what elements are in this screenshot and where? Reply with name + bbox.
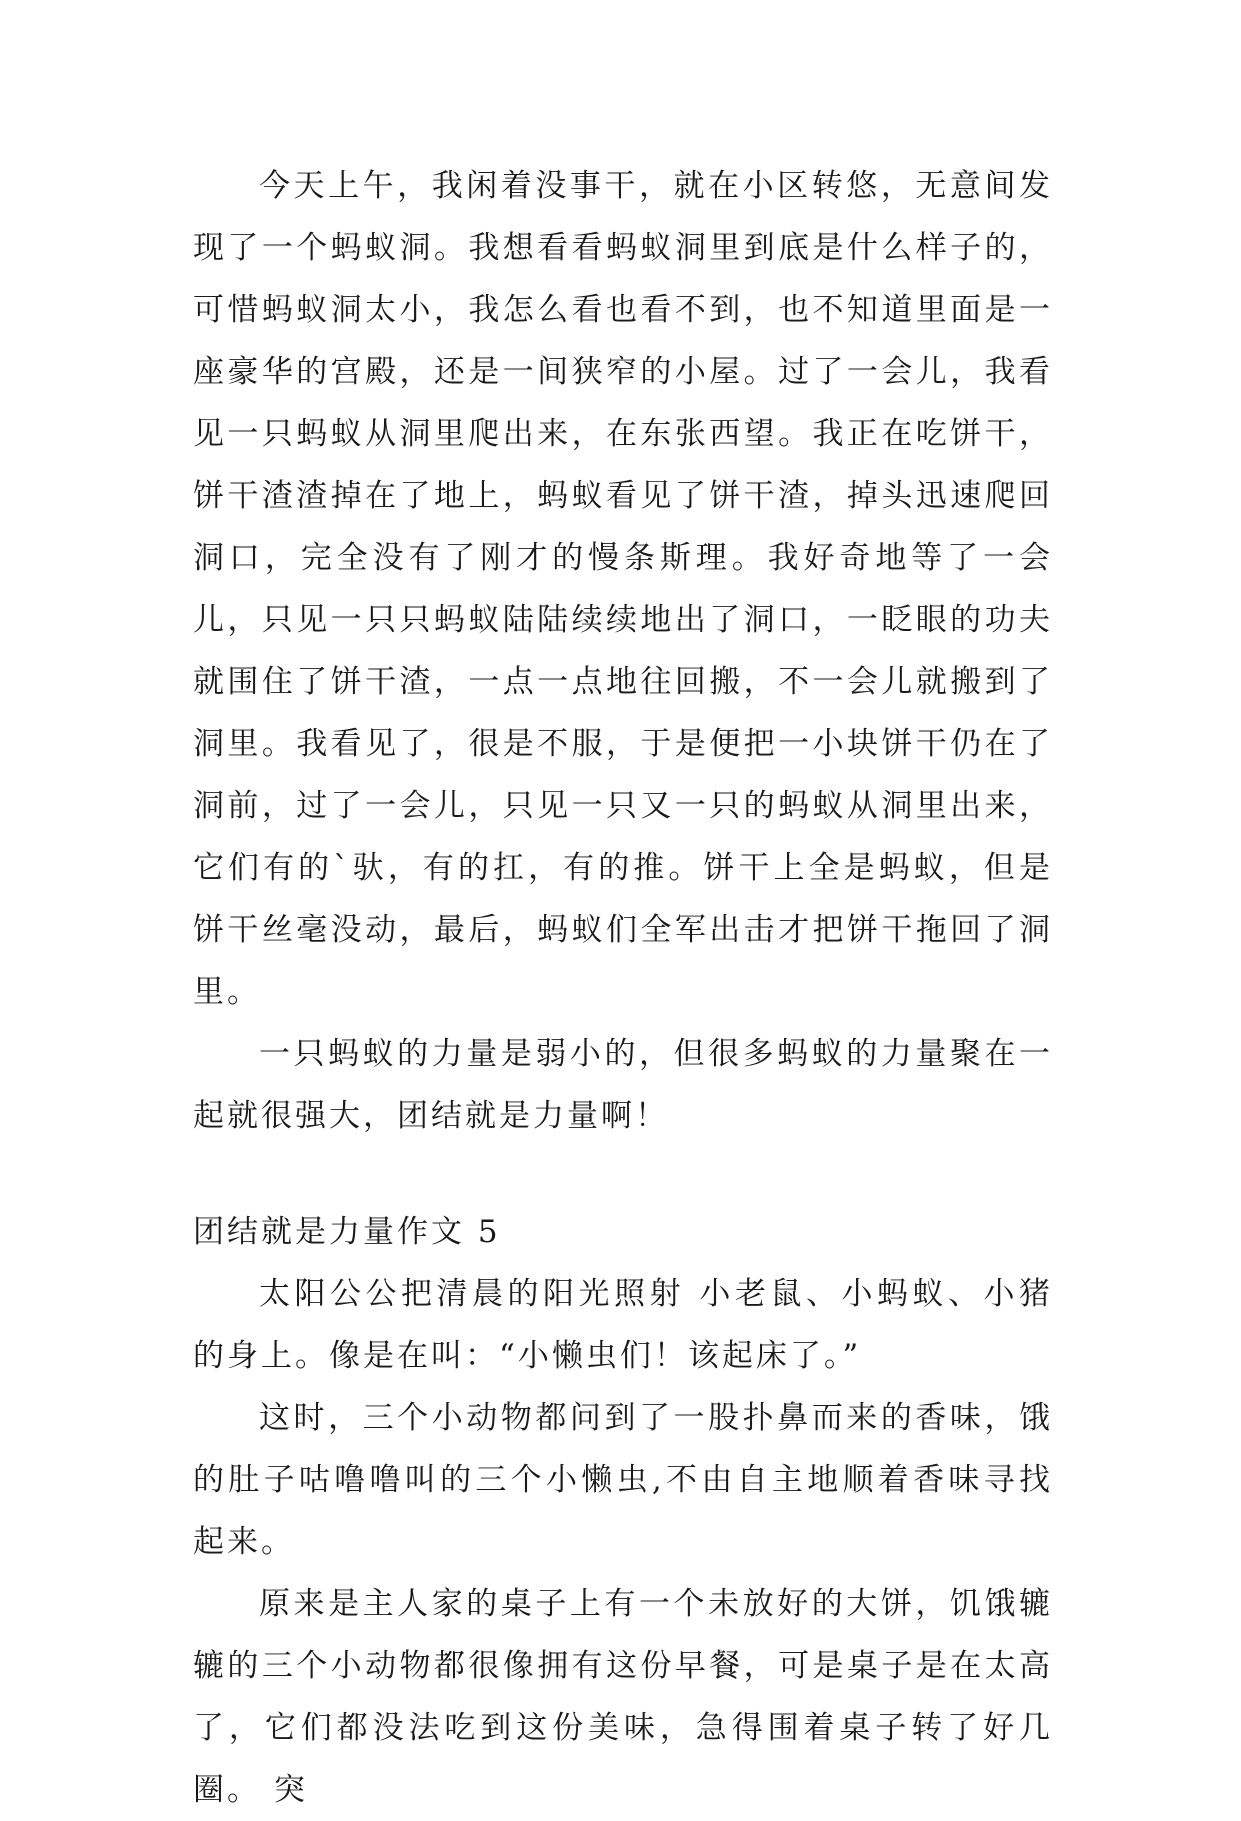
paragraph-ant-story: 今天上午，我闲着没事干，就在小区转悠，无意间发现了一个蚂蚁洞。我想看看蚂蚁洞里到底是什么样子的，可惜蚂蚁洞太小，我怎么看也看不到，也不知道里面是一座豪华的宫殿，还是一间狭窄的小屋。过了一会儿，我看见一只蚂蚁从洞里爬出来，在东张西望。我正在吃饼干，饼干渣渣掉在了地上，蚂蚁看见了饼干渣，掉头迅速爬回洞口，完全没有了刚才的慢条斯理。我好奇地等了一会儿，只见一只只蚂蚁陆陆续续地出了洞口，一眨眼的功夫就围住了饼干渣，一点一点地往回搬，不一会儿就搬到了洞里。我看见了，很是不服，于是便把一小块饼干仍在了洞前，过了一会儿，只见一只又一只的蚂蚁从洞里出来，它们有的`驮，有的扛，有的推。饼干上全是蚂蚁，但是饼干丝毫没动，最后，蚂蚁们全军出击才把饼干拖回了洞里。 [193, 168, 1053, 1010]
paragraph-table: 原来是主人家的桌子上有一个未放好的大饼，饥饿辘辘的三个小动物都很像拥有这份早餐，可是桌子是在太高了，它们都没法吃到这份美味，急得围着桌子转了好几圈。 突 [193, 1586, 1053, 1808]
document-page [193, 155, 1053, 1821]
essay-heading-5: 团结就是力量作文 5 [193, 1214, 501, 1250]
paragraph-smell: 这时，三个小动物都问到了一股扑鼻而来的香味，饿的肚子咕噜噜叫的三个小懒虫,不由自主地顺着香味寻找起来。 [193, 1400, 1053, 1560]
paragraph-ant-conclusion: 一只蚂蚁的力量是弱小的，但很多蚂蚁的力量聚在一起就很强大，团结就是力量啊！ [193, 1036, 1053, 1134]
paragraph-morning: 太阳公公把清晨的阳光照射 小老鼠、小蚂蚁、小猪的身上。像是在叫：“小懒虫们！该起床了。” [193, 1276, 1053, 1374]
